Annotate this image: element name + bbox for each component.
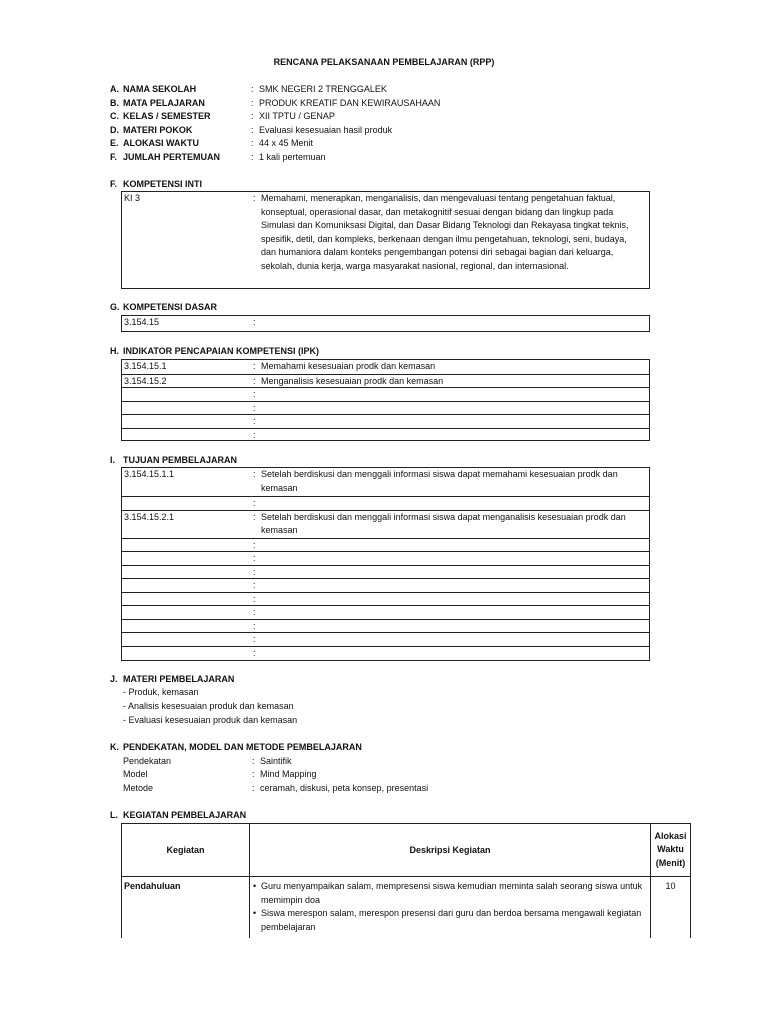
row-key: Model	[123, 769, 148, 779]
alokasi-line: Alokasi	[654, 830, 687, 841]
materi-item: - Analisis kesesuaian produk dan kemasan	[123, 701, 294, 711]
colon: :	[253, 317, 256, 327]
tujuan-row	[122, 619, 649, 633]
row-label: MATERI POKOK	[123, 124, 193, 135]
ki-line: spesifik, detil, dan kompleks, berkenaan dengan ilmu pengetahuan, teknologi, seni, budaya,	[261, 233, 627, 244]
ki-text	[261, 192, 645, 273]
tujuan-box	[121, 467, 650, 661]
tujuan-code: 3.154.15.2.1	[124, 511, 175, 522]
bullet-line: memimpin doa	[261, 894, 321, 905]
row-label: MATA PELAJARAN	[123, 97, 205, 108]
section-letter: K.	[110, 742, 119, 752]
tujuan-row	[122, 646, 649, 659]
tujuan-row	[122, 565, 649, 579]
ipk-row	[122, 414, 649, 428]
materi-item: - Produk, kemasan	[123, 687, 199, 697]
tujuan-row	[122, 538, 649, 552]
row-value: Saintifik	[260, 755, 292, 766]
row-label: JUMLAH PERTEMUAN	[123, 151, 221, 162]
col-kegiatan-header: Kegiatan	[122, 824, 250, 877]
kd-code: 3.154.15	[124, 317, 160, 327]
tujuan-code: 3.154.15.1.1	[124, 469, 175, 479]
ki-row	[122, 192, 649, 288]
colon: :	[251, 111, 254, 121]
ipk-row	[122, 374, 649, 388]
ipk-row	[122, 428, 649, 441]
tujuan-row	[122, 551, 649, 565]
materi-item: - Evaluasi kesesuaian produk dan kemasan	[123, 714, 298, 725]
row-key: Pendekatan	[123, 755, 172, 766]
bullet-icon: •	[253, 908, 257, 918]
colon: :	[253, 580, 256, 590]
tujuan-line: kemasan	[261, 482, 298, 493]
identitas-row	[110, 124, 710, 137]
col-deskripsi-header: Deskripsi Kegiatan	[250, 824, 651, 877]
colon: :	[253, 193, 256, 203]
tujuan-text	[261, 468, 645, 495]
kegiatan-deskripsi	[250, 877, 651, 939]
kd-box	[121, 315, 650, 332]
row-letter: B.	[110, 97, 119, 108]
section-label: KEGIATAN PEMBELAJARAN	[123, 810, 247, 820]
colon: :	[253, 607, 256, 617]
tujuan-line: kemasan	[261, 525, 298, 535]
colon: :	[253, 593, 256, 604]
colon: :	[252, 782, 255, 793]
colon: :	[251, 138, 254, 148]
row-value: 1 kali pertemuan	[259, 151, 326, 162]
row-key: Metode	[123, 782, 154, 793]
ki-line: sekolah, dunia kerja, warga masyarakat nasional, regional, dan internasional.	[261, 260, 569, 271]
colon: :	[253, 389, 256, 399]
row-value: SMK NEGERI 2 TRENGGALEK	[259, 84, 387, 94]
colon: :	[253, 361, 256, 371]
kegiatan-time: 10	[651, 877, 691, 939]
bullet-line: Guru menyampaikan salam, mempresensi siswa kemudian meminta salah seorang siswa untuk	[261, 881, 643, 891]
section-label: KOMPETENSI DASAR	[123, 302, 218, 312]
section-label: PENDEKATAN, MODEL DAN METODE PEMBELAJARAN	[123, 742, 362, 752]
row-label: ALOKASI WAKTU	[123, 138, 199, 148]
row-letter: C.	[110, 111, 119, 121]
section-letter: G.	[110, 302, 120, 312]
row-value: Mind Mapping	[260, 769, 317, 779]
colon: :	[253, 647, 256, 658]
colon: :	[253, 511, 256, 522]
identitas-row	[110, 83, 710, 96]
row-letter: F.	[110, 151, 118, 162]
row-value: Evaluasi kesesuaian hasil produk	[259, 124, 393, 135]
colon: :	[253, 553, 256, 563]
tujuan-row	[122, 632, 649, 646]
tujuan-row	[122, 578, 649, 592]
row-letter: D.	[110, 124, 119, 135]
alokasi-line: Waktu	[657, 844, 684, 855]
ipk-text: Menganalisis kesesuaian prodk dan kemasan	[261, 375, 444, 386]
section-letter: L.	[110, 810, 118, 820]
alokasi-line: (Menit)	[655, 857, 686, 868]
ki-box	[121, 191, 650, 289]
identitas-row	[110, 97, 710, 110]
row-value: XII TPTU / GENAP	[259, 111, 335, 121]
section-label: MATERI PEMBELAJARAN	[123, 674, 235, 684]
deskripsi-bullet-item	[252, 880, 648, 907]
colon: :	[253, 429, 256, 440]
colon: :	[253, 634, 256, 644]
colon: :	[253, 375, 256, 386]
ipk-code: 3.154.15.2	[124, 375, 167, 386]
identitas-row	[110, 110, 710, 123]
colon: :	[252, 755, 255, 766]
row-label: NAMA SEKOLAH	[123, 84, 197, 94]
colon: :	[252, 769, 255, 779]
colon: :	[253, 416, 256, 426]
tujuan-line: Setelah berdiskusi dan menggali informasi siswa dapat memahami kesesuaian prodk dan	[261, 469, 618, 479]
tujuan-line: Setelah berdiskusi dan menggali informasi siswa dapat menganalisis kesesuaian prodk dan	[261, 511, 626, 522]
identitas-row	[110, 137, 710, 150]
document-title: RENCANA PELAKSANAAN PEMBELAJARAN (RPP)	[273, 57, 495, 67]
colon: :	[251, 84, 254, 94]
kegiatan-row-pendahuluan	[122, 877, 691, 939]
ipk-box	[121, 359, 650, 441]
section-letter: F.	[110, 179, 118, 189]
row-value: 44 x 45 Menit	[259, 138, 314, 148]
ipk-row	[122, 360, 649, 374]
col-alokasi-header	[651, 824, 691, 877]
bullet-icon: •	[253, 881, 257, 891]
section-label: KOMPETENSI INTI	[123, 179, 203, 189]
kd-row	[122, 316, 649, 331]
section-label: INDIKATOR PENCAPAIAN KOMPETENSI (IPK)	[123, 346, 320, 356]
row-value: PRODUK KREATIF DAN KEWIRAUSAHAAN	[259, 97, 441, 108]
identitas-row	[110, 151, 710, 164]
colon: :	[253, 620, 256, 631]
ipk-row	[122, 387, 649, 401]
colon: :	[251, 97, 254, 108]
row-value: ceramah, diskusi, peta konsep, presentasi	[260, 782, 429, 793]
tujuan-row	[122, 592, 649, 606]
row-label: KELAS / SEMESTER	[123, 111, 211, 121]
ki-line: konseptual, operasional dasar, dan metakognitif sesuai dengan bidang dan lingkup pada	[261, 206, 614, 217]
kegiatan-header-row	[122, 824, 691, 877]
colon: :	[253, 469, 256, 479]
colon: :	[253, 539, 256, 550]
section-letter: I.	[110, 455, 116, 465]
section-letter: J.	[110, 674, 118, 684]
colon: :	[251, 124, 254, 135]
ipk-text: Memahami kesesuaian prodk dan kemasan	[261, 361, 436, 371]
model-row	[123, 768, 643, 782]
row-letter: E.	[110, 138, 119, 148]
colon: :	[253, 498, 256, 508]
tujuan-row	[122, 496, 649, 510]
ipk-row	[122, 401, 649, 415]
colon: :	[251, 151, 254, 162]
bullet-line: pembelajaran	[261, 921, 316, 932]
ki-code: KI 3	[124, 193, 141, 203]
tujuan-row	[122, 605, 649, 619]
metode-row	[123, 782, 643, 796]
tujuan-row	[122, 510, 649, 538]
colon: :	[253, 566, 256, 577]
tujuan-text	[261, 511, 645, 538]
bullet-line: Siswa merespon salam, merespon presensi dari guru dan berdoa bersama mengawali kegiatan	[261, 908, 642, 918]
tujuan-row	[122, 468, 649, 496]
section-label: TUJUAN PEMBELAJARAN	[123, 455, 238, 465]
ipk-code: 3.154.15.1	[124, 361, 167, 371]
ki-line: Simulasi dan Komuniksasi Digital, dan Dasar Bidang Teknologi dan Rekayasa tingkat teknis,	[261, 220, 629, 230]
colon: :	[253, 402, 256, 413]
ki-line: dan humaniora dalam konteks pengembangan potensi diri sebagai bagian dari keluarga,	[261, 247, 614, 257]
row-letter: A.	[110, 84, 119, 94]
pendekatan-row	[123, 755, 643, 769]
deskripsi-bullet-item	[252, 907, 648, 934]
kegiatan-table	[121, 823, 691, 938]
ki-line: Memahami, menerapkan, menganalisis, dan mengevaluasi tentang pengetahuan faktual,	[261, 193, 616, 203]
kegiatan-name: Pendahuluan	[122, 877, 250, 939]
section-letter: H.	[110, 346, 119, 356]
